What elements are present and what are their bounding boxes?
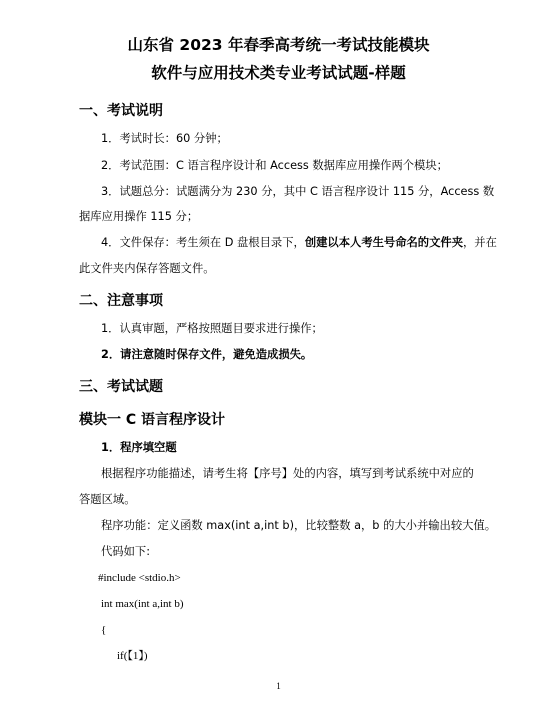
program-function-description: 程序功能：定义函数 max(int a,int b)，比较整数 a，b 的大小并输出较大值。 bbox=[101, 519, 497, 532]
section-heading-exam-questions: 三、考试试题 bbox=[79, 379, 163, 395]
section-heading-exam-instructions: 一、考试说明 bbox=[79, 103, 163, 119]
note-item-read-carefully: 1．认真审题，严格按照题目要求进行操作； bbox=[101, 322, 323, 335]
code-line: #include <stdio.h> bbox=[98, 572, 181, 584]
file-save-text-end: ，并在 bbox=[463, 236, 497, 249]
file-save-emphasis: 创建以本人考生号命名的文件夹 bbox=[304, 236, 463, 249]
section-heading-notes: 二、注意事项 bbox=[79, 293, 163, 309]
instruction-item-score-line1: 3．试题总分：试题满分为 230 分，其中 C 语言程序设计 115 分，Access 数 bbox=[101, 185, 495, 198]
document-title-line2: 软件与应用技术类专业考试试题-样题 bbox=[151, 64, 406, 82]
code-intro-label: 代码如下: bbox=[101, 545, 150, 558]
code-line: { bbox=[101, 624, 107, 636]
document-title-line1: 山东省 2023 年春季高考统一考试技能模块 bbox=[127, 36, 430, 54]
instruction-item-file-save-line2: 此文件夹内保存答题文件。 bbox=[79, 262, 215, 275]
instruction-item-duration: 1．考试时长：60 分钟； bbox=[101, 132, 228, 145]
note-item-save-often: 2．请注意随时保存文件，避免造成损失。 bbox=[101, 348, 313, 361]
code-line: int max(int a,int b) bbox=[101, 598, 184, 610]
instruction-item-file-save-line1 bbox=[101, 237, 497, 248]
code-line: if(【1】) bbox=[117, 650, 148, 662]
question-description-line2: 答题区域。 bbox=[79, 493, 136, 506]
module-heading-c-language: 模块一 C 语言程序设计 bbox=[79, 412, 226, 428]
instruction-item-scope: 2．考试范围：C 语言程序设计和 Access 数据库应用操作两个模块； bbox=[101, 159, 448, 172]
file-save-text: 4．文件保存：考生须在 D 盘根目录下， bbox=[101, 236, 305, 249]
question-description-line1: 根据程序功能描述，请考生将【序号】处的内容，填写到考试系统中对应的 bbox=[101, 467, 474, 480]
sub-heading-fill-in-program: 1．程序填空题 bbox=[101, 441, 177, 454]
instruction-item-score-line2: 据库应用操作 115 分； bbox=[79, 210, 199, 223]
page-number: 1 bbox=[276, 681, 281, 691]
